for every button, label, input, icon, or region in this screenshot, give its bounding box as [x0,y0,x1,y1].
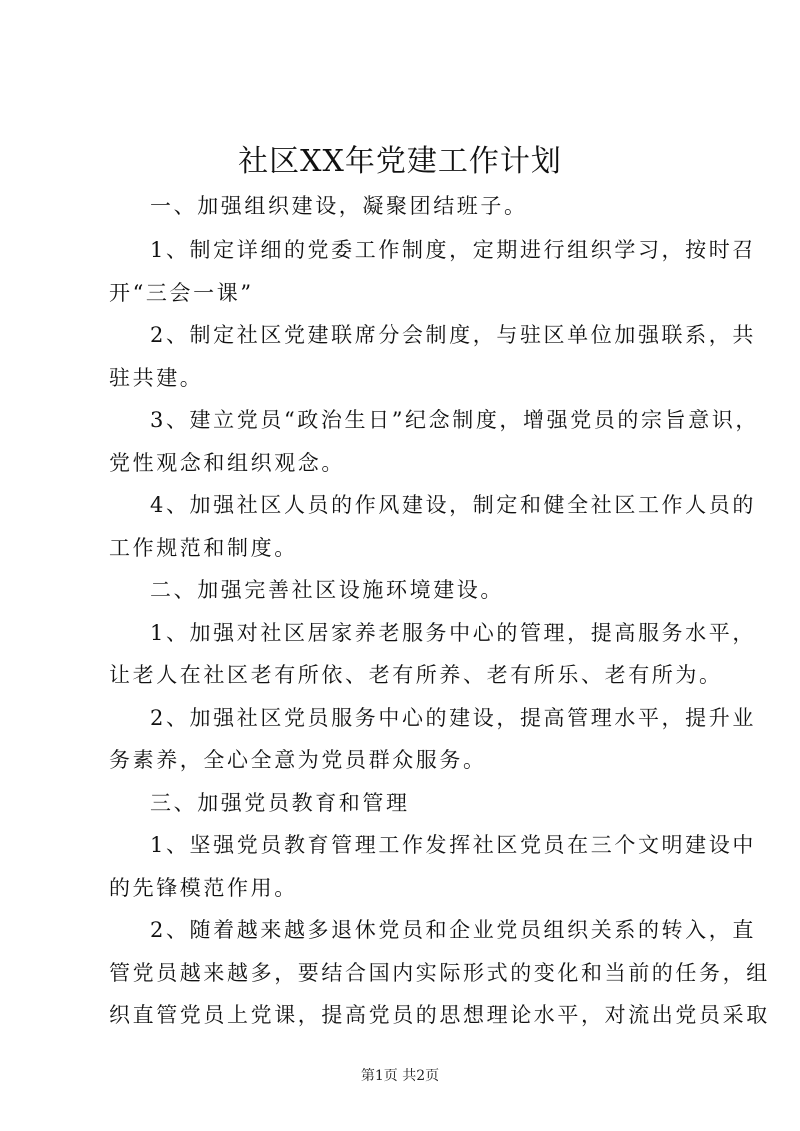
paragraph-line: 让老人在社区老有所依、老有所养、老有所乐、老有所为。 [109,663,723,687]
paragraph-line: 织直管党员上党课，提高党员的思想理论水平，对流出党员采取 [109,1003,770,1027]
page-footer: 第1页 共2页 [360,1068,440,1084]
paragraph-line: 务素养，全心全意为党员群众服务。 [109,748,487,772]
section-heading-2: 二、加强完善社区设施环境建设。 [150,578,504,602]
paragraph-line: 2、加强社区党员服务中心的建设，提高管理水平，提升业 [150,706,756,730]
document-title: 社区XX年党建工作计划 [238,144,562,179]
paragraph-line: 党性观念和组织观念。 [109,451,345,475]
paragraph-line: 开“三会一课” [109,281,254,305]
paragraph-line: 3、建立党员“政治生日”纪念制度，增强党员的宗旨意识， [150,408,760,432]
paragraph-line: 1、坚强党员教育管理工作发挥社区党员在三个文明建设中 [150,833,756,857]
paragraph-line: 1、加强对社区居家养老服务中心的管理，提高服务水平， [150,621,756,645]
paragraph-line: 驻共建。 [109,366,204,390]
paragraph-line: 管党员越来越多，要结合国内实际形式的变化和当前的任务，组 [109,961,770,985]
paragraph-line: 2、制定社区党建联席分会制度，与驻区单位加强联系，共 [150,323,756,347]
paragraph-line: 1、制定详细的党委工作制度，定期进行组织学习，按时召 [150,238,756,262]
paragraph-line: 的先锋模范作用。 [109,876,298,900]
section-heading-3: 三、加强党员教育和管理 [150,791,410,815]
section-heading-1: 一、加强组织建设，凝聚团结班子。 [150,194,528,218]
paragraph-line: 工作规范和制度。 [109,536,298,560]
paragraph-line: 4、加强社区人员的作风建设，制定和健全社区工作人员的 [150,493,756,517]
paragraph-line: 2、随着越来越多退休党员和企业党员组织关系的转入，直 [150,918,756,942]
